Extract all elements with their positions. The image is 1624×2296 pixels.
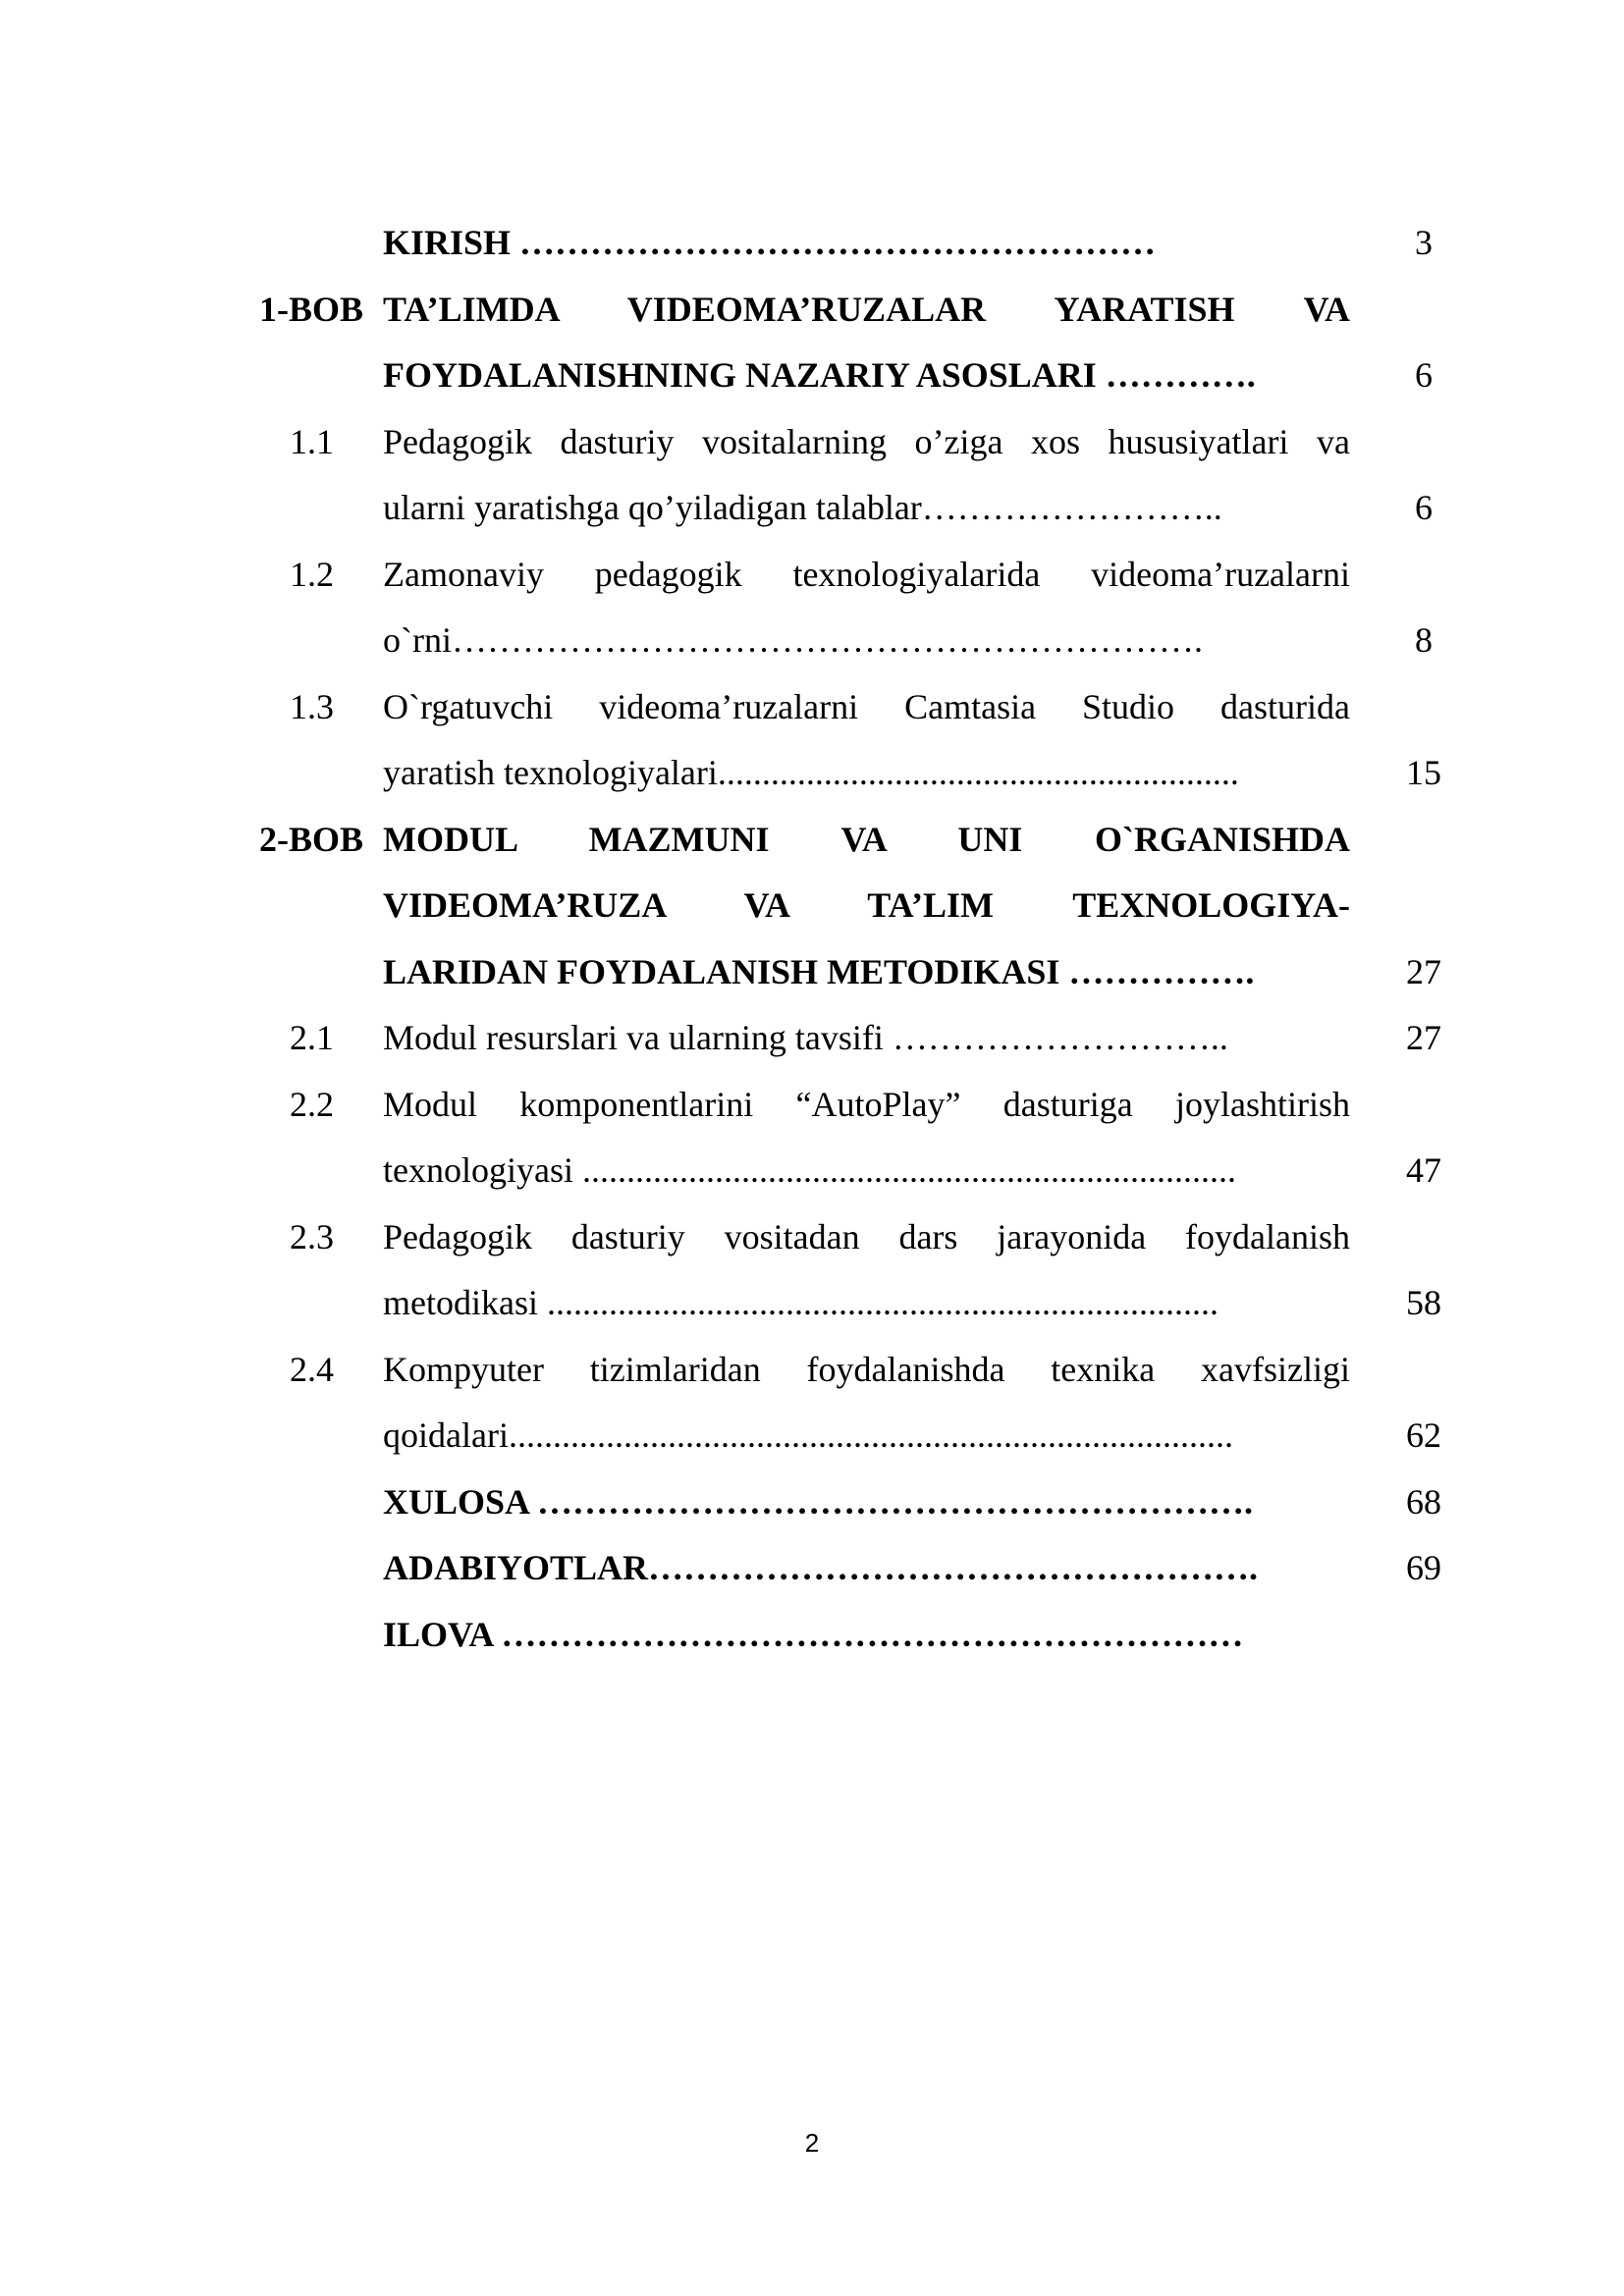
toc-entry-title: VIDEOMA’RUZA VA TA’LIM TEXNOLOGIYA- (383, 885, 1350, 925)
toc-page-number: 6 (1415, 488, 1433, 527)
toc-page-number: 58 (1406, 1283, 1441, 1322)
toc-row (0, 1469, 1624, 1535)
toc-row (0, 1204, 1624, 1270)
toc-page-number: 27 (1406, 951, 1441, 991)
toc-page-number: 47 (1406, 1150, 1441, 1190)
toc-section-number: 2.2 (290, 1084, 334, 1124)
toc-row (0, 409, 1624, 475)
toc-row (0, 1337, 1624, 1403)
toc-row (0, 1138, 1624, 1203)
toc-entry-title: ADABIYOTLAR……………………………………………. (383, 1548, 1259, 1587)
toc-section-number: 1.3 (290, 686, 334, 726)
toc-page-number: 3 (1415, 223, 1433, 262)
toc-entry-title: o`rni………………………………………………………. (383, 620, 1203, 660)
toc-section-number: 1-BOB (258, 289, 363, 329)
toc-entry-title: ILOVA ……………………………………………………… (383, 1614, 1244, 1654)
toc-entry-title: TA’LIMDA VIDEOMA’RUZALAR YARATISH VA (383, 289, 1350, 329)
toc-row (0, 608, 1624, 673)
toc-row (0, 807, 1624, 873)
toc-entry-title: yaratish texnologiyalari........................................................... (383, 753, 1239, 792)
toc-entry-title: qoidalari.................................................................................. (383, 1415, 1233, 1455)
toc-row (0, 939, 1624, 1005)
toc-entry-title: Kompyuter tizimlaridan foydalanishda texnika xavfsizligi (383, 1349, 1350, 1389)
toc-section-number: 2.3 (290, 1216, 334, 1256)
toc-entry-title: FOYDALANISHNING NAZARIY ASOSLARI …………. (383, 355, 1256, 395)
toc-entry-title: LARIDAN FOYDALANISH METODIKASI ……………. (383, 951, 1255, 991)
toc-section-number: 2.4 (290, 1349, 334, 1389)
toc-entry-title: Pedagogik dasturiy vositadan dars jarayonida foydalanish (383, 1216, 1350, 1256)
toc-entry-title: ularni yaratishga qo’yiladigan talablar…………………….. (383, 488, 1222, 527)
toc-page-number: 6 (1415, 355, 1433, 395)
toc-row (0, 1270, 1624, 1336)
toc-entry-title: O`rgatuvchi videoma’ruzalarni Camtasia Studio dasturida (383, 686, 1350, 726)
toc-entry-title: MODUL MAZMUNI VA UNI O`RGANISHDA (383, 819, 1350, 859)
toc-entry-title: metodikasi ............................................................................ (383, 1283, 1218, 1322)
toc-row (0, 1072, 1624, 1138)
toc-entry-title: texnologiyasi .......................................................................... (383, 1150, 1236, 1190)
toc-entry-title: Modul komponentlarini “AutoPlay” dasturiga joylashtirish (383, 1084, 1350, 1124)
toc-entry-title: Modul resurslari va ularning tavsifi ……………………….. (383, 1018, 1228, 1057)
toc-section-number: 1.2 (290, 554, 334, 594)
toc-row (0, 343, 1624, 408)
toc-page-number: 15 (1406, 753, 1441, 792)
toc-page-number: 69 (1406, 1548, 1441, 1587)
toc-page-number: 27 (1406, 1018, 1441, 1057)
toc-page-number: 62 (1406, 1415, 1441, 1455)
toc-row (0, 475, 1624, 541)
toc-entry-title: XULOSA ……………………………………………………. (383, 1481, 1254, 1522)
toc-entry-title: Pedagogik dasturiy vositalarning o’ziga xos hususiyatlari va (383, 421, 1350, 461)
toc-row (0, 1005, 1624, 1071)
toc-row (0, 1602, 1624, 1668)
toc-row (0, 740, 1624, 806)
toc-row (0, 674, 1624, 740)
toc-section-number: 2-BOB (258, 819, 363, 859)
toc-section-number: 2.1 (290, 1018, 334, 1057)
toc-page-number: 68 (1406, 1481, 1441, 1522)
toc-entry-title: KIRISH ……………………………………………… (383, 223, 1157, 262)
toc-row (0, 873, 1624, 938)
toc-row (0, 277, 1624, 343)
toc-page-number: 8 (1415, 620, 1433, 660)
page-number: 2 (804, 2128, 820, 2158)
toc-row (0, 210, 1624, 276)
toc-row (0, 1535, 1624, 1601)
toc-section-number: 1.1 (290, 421, 334, 461)
toc-row (0, 542, 1624, 608)
toc-row (0, 1403, 1624, 1468)
toc-entry-title: Zamonaviy pedagogik texnologiyalarida videoma’ruzalarni (383, 554, 1350, 594)
